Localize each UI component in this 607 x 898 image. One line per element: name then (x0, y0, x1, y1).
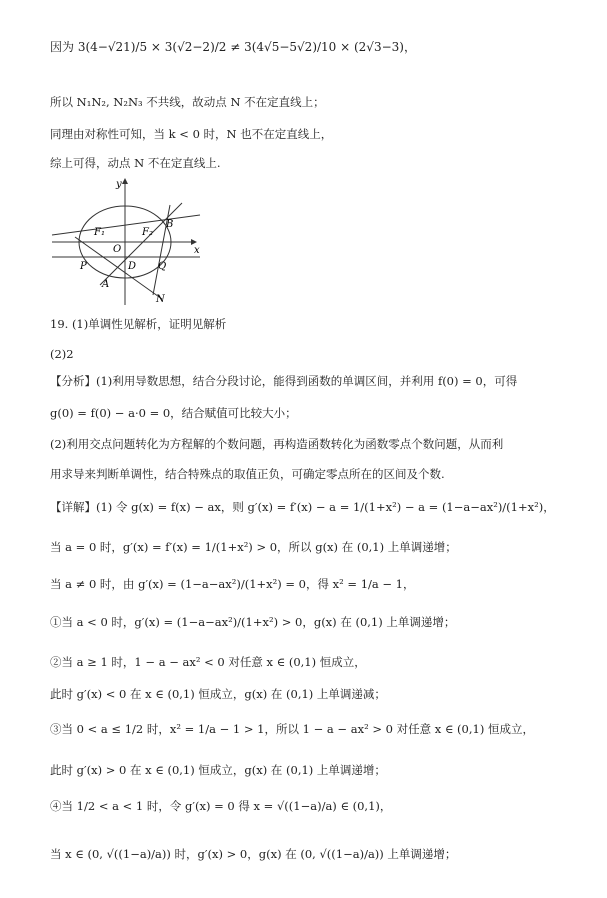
text-line-18: 此时 g′(x) > 0 在 x ∈ (0,1) 恒成立，g(x) 在 (0,1) 上单调递增； (50, 763, 386, 777)
text-line-17: ③当 0 < a ≤ 1/2 时，x² = 1/a − 1 > 1，所以 1 − a − ax² > 0 对任意 x ∈ (0,1) 恒成立， (50, 722, 534, 736)
label-x: x (194, 245, 200, 256)
text-line-1: 因为 3(4−√21)/5 × 3(√2−2)/2 ≠ 3(4√5−5√2)/10 × (2√3−3)， (50, 40, 416, 54)
label-d: D (128, 261, 137, 272)
text-line-8: g(0) = f(0) − a·0 = 0，结合赋值可比较大小； (50, 406, 297, 420)
text-line-19: ④当 1/2 < a < 1 时，令 g′(x) = 0 得 x = √((1−a)/a) ∈ (0,1)， (50, 799, 392, 813)
label-q: Q (158, 261, 167, 272)
label-f2: F₂ (142, 227, 153, 238)
label-p: P (80, 261, 87, 272)
text-line-5: 19. (1)单调性见解析，证明见解析 (50, 317, 227, 331)
label-o: O (113, 244, 122, 255)
text-line-15: ②当 a ≥ 1 时，1 − a − ax² < 0 对任意 x ∈ (0,1) 恒成立， (50, 655, 366, 669)
text-line-14: ①当 a < 0 时，g′(x) = (1−a−ax²)/(1+x²) > 0，g(x) 在 (0,1) 上单调递增； (50, 615, 456, 629)
text-line-7: 【分析】(1)利用导数思想，结合分段讨论，能得到函数的单调区间，并利用 f(0) = 0，可得 (50, 374, 518, 388)
text-line-13: 当 a ≠ 0 时，由 g′(x) = (1−a−ax²)/(1+x²) = 0，得 x² = 1/a − 1， (50, 577, 415, 591)
text-line-20: 当 x ∈ (0, √((1−a)/a)) 时，g′(x) > 0，g(x) 在 (0, √((1−a)/a)) 上单调递增； (50, 847, 457, 861)
text-line-10: 用求导来判断单调性，结合特殊点的取值正负，可确定零点所在的区间及个数. (50, 467, 445, 481)
text-line-11: 【详解】(1) 令 g(x) = f(x) − ax，则 g′(x) = f′(x) − a = 1/(1+x²) − a = (1−a−ax²)/(1+x²)， (50, 500, 555, 514)
text-line-3: 同理由对称性可知，当 k < 0 时，N 也不在定直线上， (50, 127, 333, 141)
ellipse-figure (50, 175, 210, 310)
text-line-4: 综上可得，动点 N 不在定直线上. (50, 156, 221, 170)
text-line-6: (2)2 (50, 347, 74, 361)
label-b: B (166, 219, 174, 230)
label-y: y (116, 179, 122, 190)
line-pb (52, 215, 200, 235)
text-line-12: 当 a = 0 时，g′(x) = f′(x) = 1/(1+x²) > 0，所以 g(x) 在 (0,1) 上单调递增； (50, 540, 457, 554)
text-line-9: (2)利用交点问题转化为方程解的个数问题，再构造函数转化为函数零点个数问题，从而利 (50, 437, 504, 451)
label-a: A (102, 279, 110, 290)
label-n: N (156, 294, 165, 305)
label-f1: F₁ (94, 227, 105, 238)
text-line-2: 所以 N₁N₂, N₂N₃ 不共线，故动点 N 不在定直线上； (50, 95, 325, 109)
text-line-16: 此时 g′(x) < 0 在 x ∈ (0,1) 恒成立，g(x) 在 (0,1) 上单调递减； (50, 687, 386, 701)
